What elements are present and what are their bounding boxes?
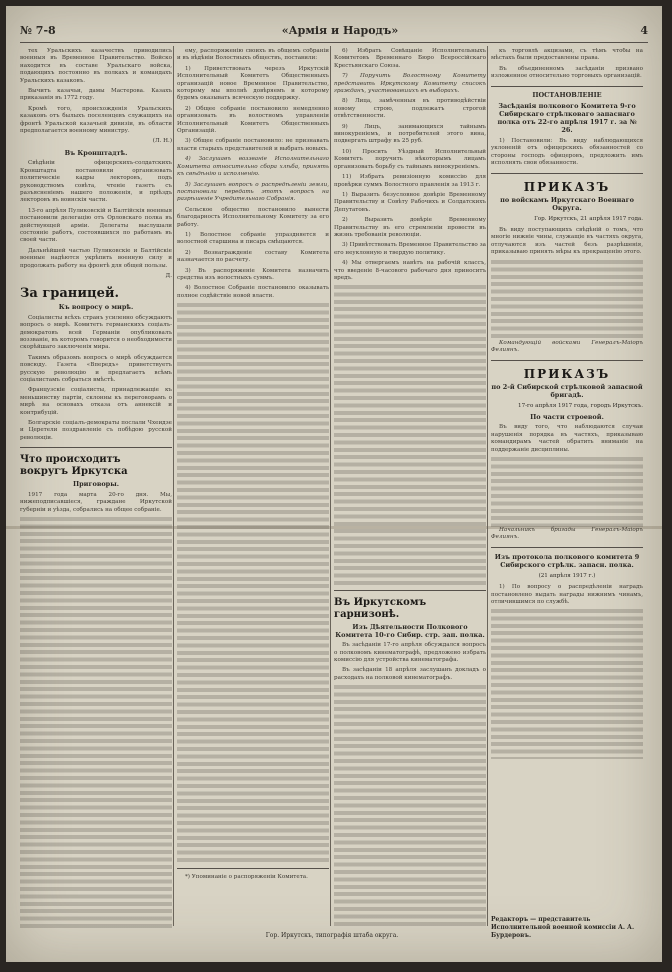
- signature: (Л. Н.): [152, 138, 172, 145]
- protocol-date: (21 апрѣля 1917 г.): [538, 572, 596, 579]
- newspaper-title: «Армія и Народъ»: [281, 24, 399, 37]
- order-date: 17-го апрѣля 1917 года, городъ Иркутскъ.: [518, 402, 643, 409]
- section-subhead: Приговоры.: [73, 480, 119, 489]
- section-subhead: Засѣданія полкового Комитета 9-го Сибирскаго стрѣлковаго запаснаго полка отъ 22-го апрѣля 1917 г. за № 26.: [497, 102, 637, 135]
- paragraph: Въ виду поступающихъ свѣдѣній о томъ, что многіе нижніе чины, служащіе въ частяхъ округа, отлучаются изъ частей безъ разрѣшенія, приказываю принять мѣры къ прекращенію этого.: [491, 227, 643, 256]
- printer-imprint: Гор. Иркутскъ, типографія штаба округа.: [265, 932, 399, 939]
- column-1: [20, 48, 172, 928]
- column-2: [177, 48, 329, 928]
- text-block: [334, 285, 486, 585]
- section-subhead: Къ вопросу о мирѣ.: [58, 303, 134, 312]
- newspaper-page: [6, 6, 662, 962]
- paragraph: 3) Въ распоряженіе Комитета назначить средства изъ волостныхъ суммъ.: [177, 267, 329, 281]
- section-rule: [334, 590, 486, 591]
- paragraph: Свѣдѣніи офицерскихъ-солдатскихъ Кронштадта постановили организовать политическіе кадры лекторовъ, подъ руководствомъ совѣта, чтеніе газетъ съ разъясненіемъ нашего положенія, и пріѣздъ лекторовъ въ воинскія части.: [20, 160, 172, 204]
- text-block: [491, 609, 643, 759]
- paragraph: 1) Постановили: Въ виду наблюдающихся уклоненій отъ офицерскихъ обязанностей со стороны господъ офицеровъ, предложить имъ исполнять свои обязанности.: [491, 138, 643, 167]
- signature: Д.: [165, 272, 172, 279]
- paragraph: 1) Волостное собраніе упраздняется и волостной старшина и писарь смѣщаются.: [177, 231, 329, 246]
- paragraph: ему, распоряженію своихъ въ общемъ собраніи и въ вѣдѣніи Волостныхъ обществъ, поставили:: [177, 48, 329, 62]
- column-divider: [487, 46, 488, 926]
- issue-number: № 7-8: [20, 24, 56, 37]
- paragraph: Въ виду того, что наблюдаются случаи нарушенія порядка въ частяхъ, приказываю командирамъ частей обратить вниманіе на поддержаніе дисциплины.: [491, 424, 643, 453]
- order-subtitle: по 2-й Сибирской стрѣлковой запасной бригадѣ.: [491, 382, 643, 399]
- order-title: ПРИКАЗЪ: [523, 179, 611, 194]
- column-3: [334, 48, 486, 928]
- header-rule: [20, 42, 648, 43]
- paragraph: 10) Просить Уѣздный Исполнительный Комитетъ поручить нѣкоторымъ лицамъ организовать борьбу съ тайнымъ винокуреніемъ.: [334, 148, 486, 170]
- paragraph: 6) Избрать Совѣщаніе Исполнительныхъ Комитетовъ Временнаго Бюро Всероссійскаго Крестьянскаго Союза.: [334, 48, 486, 69]
- paragraph: Кромѣ того, происхожденія Уральскихъ казаковъ отъ былыхъ поселенцевъ служащихъ на фронтѣ Уральской казачьей дивизіи, въ области предполагается военному министру.: [20, 105, 172, 135]
- paragraph: 13-го апрѣля Пуликовскій и Балтійскія военныя постановили делегацію отъ Орловскаго полка въ действующей арміи. Делегаты выслушали состояніе работъ, состоявшихся по работамъ въ своей части.: [20, 207, 172, 244]
- paragraph: 1) По вопросу о распредѣленіи наградъ постановлено выдать награды нижнимъ чинамъ, отличившимся по службѣ.: [491, 584, 643, 605]
- paragraph: 11) Избрать ревизіонную комиссію для провѣрки суммъ Волостного правленія за 1913 г.: [334, 174, 486, 188]
- order-date: Гор. Иркутскъ, 21 апрѣля 1917 года.: [534, 215, 643, 222]
- text-block: [491, 457, 643, 527]
- column-4: [491, 48, 643, 928]
- column-divider: [173, 46, 174, 926]
- section-rule: [491, 173, 643, 174]
- paragraph: 1) Приветствовать черезъ Иркутскій Исполнительный Комитетъ Общественныхъ организацій новое Временное Правительство, которому мы вполнѣ довѣряемъ и которому будемъ оказывать всяческую поддержку.: [177, 65, 329, 102]
- text-block: [334, 685, 486, 928]
- paragraph: 3) Привѣтствовать Временное Правительство за его неуклонную и твердую политику.: [334, 242, 486, 256]
- paragraph: Французскіе соціалисты, принадлежащіе къ меньшинству партіи, склонны къ переговорамъ о мирѣ на основахъ отказа отъ аннексій и контрибуцій.: [20, 387, 172, 416]
- paragraph: 2) Общее собраніе постановило немедленно организовать въ волостномъ управленіи Исполнительный Комитетъ Общественныхъ Организацій.: [177, 105, 329, 135]
- text-block: [177, 303, 329, 863]
- footnote: *) Упоминаніе о распоряженіи Комитета.: [185, 874, 308, 881]
- heading-abroad: За границей.: [20, 286, 120, 302]
- paragraph: тех Уральскихъ казачествъ приводились военныя въ Временное Правительство. Войско находится въ составе Уральскаго войска, подающихъ постоянно въ полкахъ и командахъ Уральскихъ казаковъ.: [20, 48, 172, 84]
- paragraph: Въ засѣданіи 17-го апрѣля обсуждался вопросъ о полковомъ кинематографѣ, предложено избрать комиссію для устройства кинематографа.: [334, 642, 486, 663]
- editor-line: Редакторъ — представитель Исполнительной военной комиссіи А. А. Бурдеровъ.: [491, 916, 635, 939]
- paragraph: Дальнѣйшей частью Пуликовскіе и Балтійскіе военные надѣются укрѣпить военную силу и продолжать работу на фронтѣ для общей пользы.: [20, 247, 172, 269]
- order-signature: Начальникъ бригады Генералъ-Маіоръ Фелиянъ.: [491, 526, 643, 541]
- order-title: ПРИКАЗЪ: [523, 366, 611, 381]
- paragraph: Соціалисты всѣхъ странъ усиленно обсуждаютъ вопросъ о мирѣ. Комитетъ германскихъ соціалъ-демократовъ всей Германіи опубликовалъ воззваніе, въ которомъ говорится о необходимости скорѣйшаго заключенія мира.: [20, 314, 172, 351]
- paragraph: Вычитъ казачьи, дамы Мастерова. Казахъ приказанія въ 1772 году.: [20, 88, 172, 102]
- paragraph: 7) Поручить Волостному Комитету представить Иркутскому Комитету списокъ гражданъ, участвовавшихъ въ выборахъ.: [334, 73, 486, 95]
- paragraph: Въ засѣданіи 18 апрѣля заслушанъ докладъ о расходахъ на полковой кинематографъ.: [334, 667, 486, 681]
- paragraph: 1917 года марта 20-го дня. Мы, нижеподписавшіеся, граждане Иркутской губерніи и уѣзда, собрались на общее собраніе.: [20, 491, 172, 513]
- paragraph: 9) Лицъ, занимающихся тайнымъ винокуреніемъ, и потребителей этого вина, подвергать штрафу въ 25 руб.: [334, 123, 486, 145]
- section-subhead: Изъ Дѣятельности Полкового Комитета 10-го Сибир. стр. зап. полка.: [335, 623, 485, 639]
- order-signature: Командующій войсками Генералъ-Маіоръ Фелиянъ.: [491, 339, 643, 354]
- text-block: [491, 260, 643, 340]
- section-rule: [491, 360, 643, 361]
- heading-irkutsk: Что происходитъ вокругъ Иркутска: [20, 454, 128, 478]
- paragraph: 4) Мы отвергаемъ навѣтъ на рабочій классъ, что введеніе 8-часового рабочаго дня приноситъ вредъ.: [334, 260, 486, 281]
- paragraph: 2) Вознагражденіе составу Комитета назначается по расчету.: [177, 249, 329, 264]
- paragraph: 5) Заслушавъ вопросъ о распредѣленіи земли, постановили передать этотъ вопросъ на разрѣшеніе Учредительнаго Собранія.: [177, 181, 329, 203]
- section-rule: [20, 447, 172, 448]
- paragraph: 1) Выразить безусловное довѣріе Временному Правительству и Совѣту Рабочихъ и Солдатскихъ Депутатовъ.: [334, 191, 486, 213]
- heading-garrison: Въ Иркутскомъ гарнизонѣ.: [334, 597, 427, 621]
- order-subtitle: по войскамъ Иркутскаго Военнаго Округа.: [500, 195, 634, 212]
- protocol-title: Изъ протокола полкового комитета 9 Сибирского стрѣлк. запасн. полка.: [494, 552, 640, 569]
- section-rule: [491, 547, 643, 548]
- page-header: [20, 24, 648, 40]
- text-block: [20, 517, 172, 928]
- paragraph: Въ объединенномъ засѣданіи призвано изложенное относительно торговыхъ организацій.: [491, 65, 643, 80]
- paragraph: къ торговлѣ акцизами, съ тѣмъ чтобы на мѣстахъ были предоставлены права.: [491, 48, 643, 62]
- paragraph: 8) Лица, замѣченныя въ противодѣйствіи новому строю, подлежатъ строгой отвѣтственности.: [334, 98, 486, 120]
- paragraph: 3) Общее собраніе постановило: не признавать власти старыхъ представителей и выбрать новыхъ.: [177, 138, 329, 152]
- section-subhead: По части строевой.: [530, 412, 604, 421]
- footnote-rule: [177, 868, 329, 869]
- paragraph: 4) Заслушавъ воззваніе Исполнительнаго Комитета относительно сбора хлѣба, принять къ свѣдѣнію и исполненію.: [177, 156, 329, 178]
- section-subhead: ПОСТАНОВЛЕНІЕ: [532, 90, 602, 99]
- paragraph: Болгарскіе соціалъ-демократы послали Чхеидзе и Церетели поздравленіе съ побѣдою русской революціи.: [20, 420, 172, 441]
- page-number: 4: [640, 24, 648, 37]
- paragraph: Такимъ образомъ вопросъ о мирѣ обсуждается повсюду. Газета «Впередъ» приветствуетъ русскую революцію и предлагаетъ всѣмъ соціалистамъ собраться вмѣстѣ.: [20, 354, 172, 384]
- paragraph: Сельское общество постановило вынести благодарность Исполнительному Комитету за его работу.: [177, 206, 329, 228]
- section-rule: [491, 86, 643, 87]
- column-divider: [330, 46, 331, 926]
- paragraph: 2) Выразить довѣріе Временному Правительству въ его стремленіи провести въ жизнь требованія революціи.: [334, 217, 486, 238]
- paragraph: 4) Волостное Собраніе постановило оказывать полное содѣйствіе новой власти.: [177, 285, 329, 299]
- section-subhead: Въ Кронштадтѣ.: [64, 148, 128, 157]
